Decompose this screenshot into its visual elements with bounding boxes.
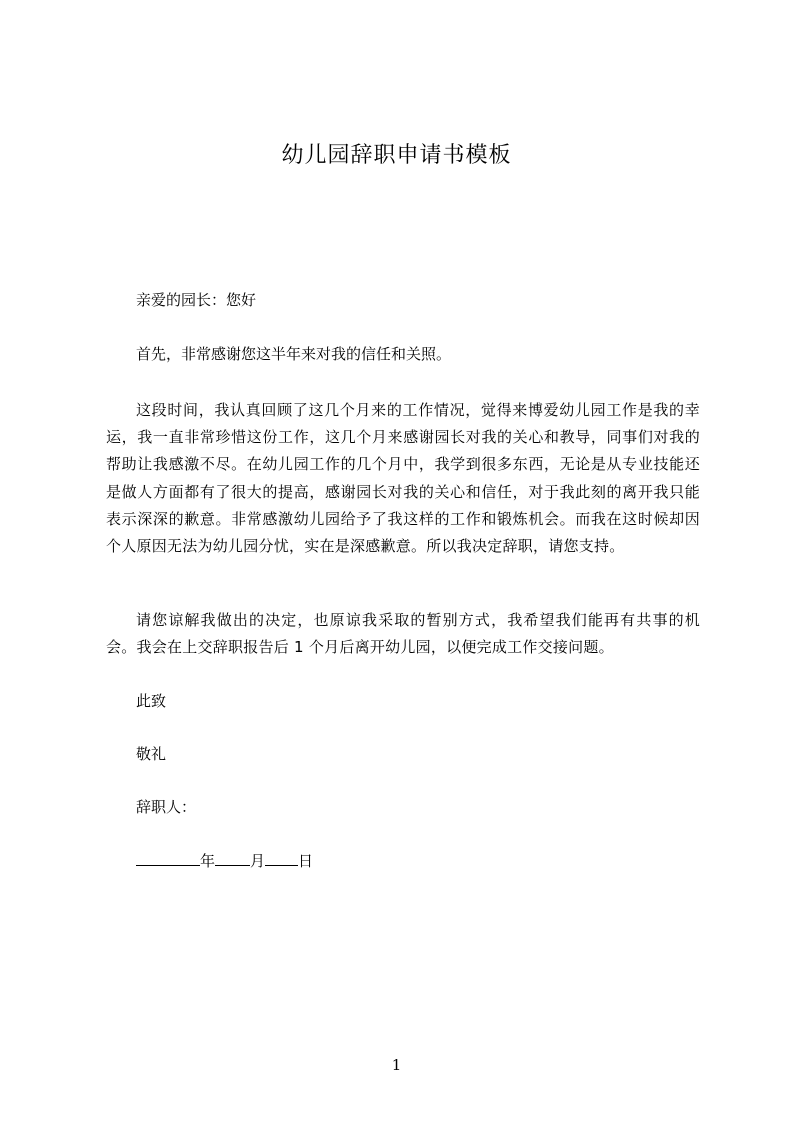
closing-line-2: 敬礼 [136, 745, 167, 763]
body-paragraph-2: 请您谅解我做出的决定，也原谅我采取的暂别方式，我希望我们能再有共事的机会。我会在上交辞职报告后 1 个月后离开幼儿园，以便完成工作交接问题。 [106, 611, 700, 657]
page-number: 1 [391, 1056, 402, 1074]
year-blank [136, 850, 200, 866]
day-blank [265, 850, 298, 866]
signer-label: 辞职人： [136, 798, 197, 816]
closing-line-1: 此致 [136, 692, 167, 710]
body-paragraph-1: 这段时间，我认真回顾了这几个月来的工作情况，觉得来博爱幼儿园工作是我的幸运，我一直非常珍惜这份工作，这几个月来感谢园长对我的关心和教导，同事们对我的帮助让我感激不尽。在幼儿园工作的几个月中，我学到很多东西，无论是从专业技能还是做人方面都有了很大的提高，感谢园长对我的关心和信任，对于我此刻的离开我只能表示深深的歉意。非常感激幼儿园给予了我这样的工作和锻炼机会。而我在这时候却因个人原因无法为幼儿园分忧，实在是深感歉意。所以我决定辞职，请您支持。 [106, 401, 700, 556]
month-blank [215, 850, 250, 866]
salutation: 亲爱的园长：您好 [136, 291, 257, 309]
year-label: 年 [200, 852, 216, 870]
opening-line: 首先，非常感谢您这半年来对我的信任和关照。 [136, 345, 452, 363]
date-line [136, 850, 313, 871]
day-label: 日 [298, 852, 314, 870]
month-label: 月 [250, 852, 266, 870]
document-title: 幼儿园辞职申请书模板 [281, 143, 512, 168]
